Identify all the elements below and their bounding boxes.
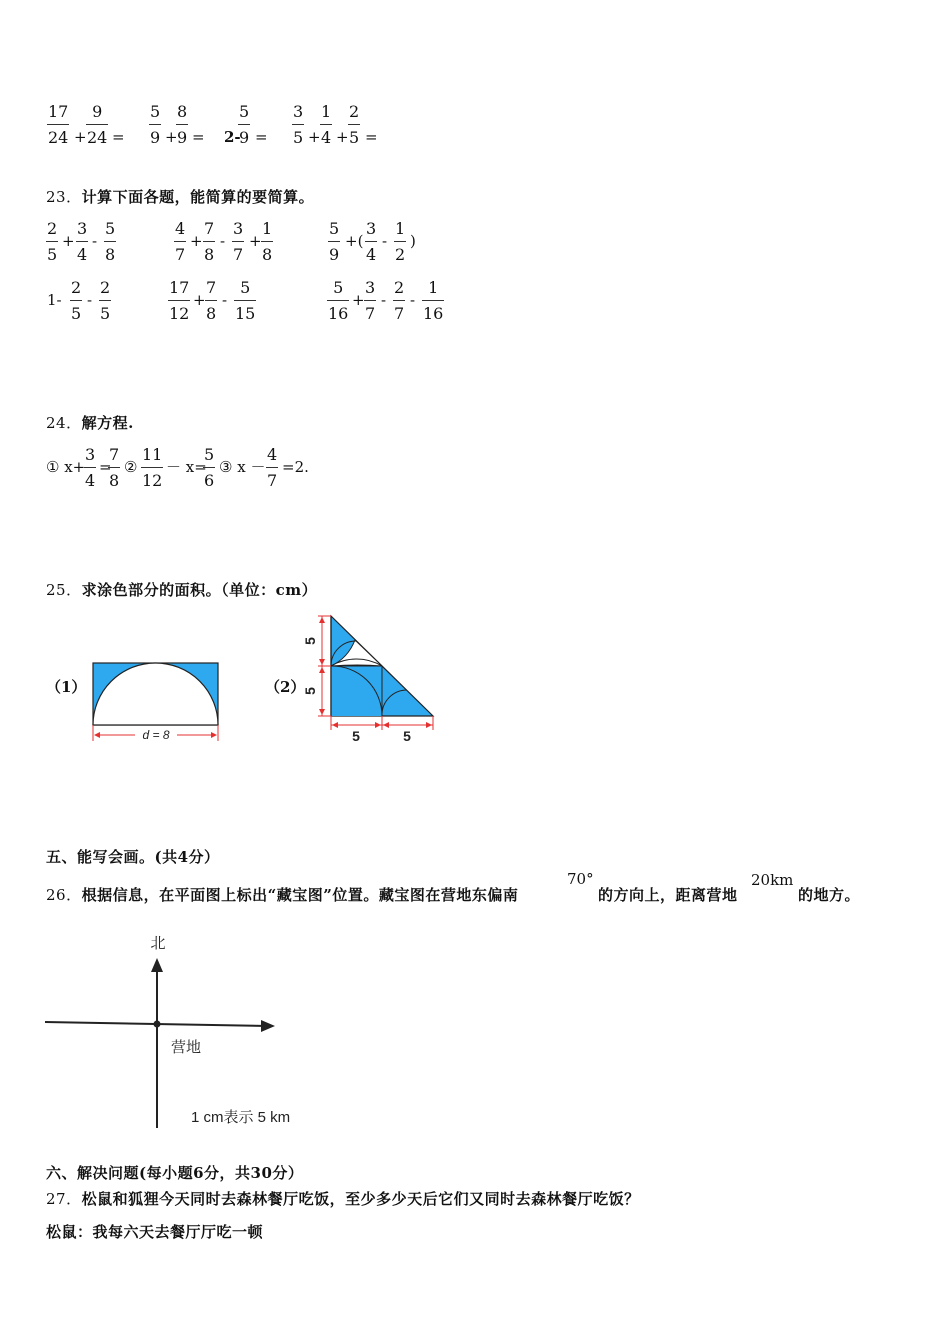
section-5-title: 五、能写会画。(共4分） [46, 848, 220, 866]
fraction: 9 24 [87, 102, 108, 147]
fraction: 5 9 [150, 102, 161, 147]
operator: + [308, 128, 321, 146]
fraction: 1 4 [321, 102, 332, 147]
compass-map [40, 928, 320, 1133]
fraction: 8 9 [177, 102, 188, 147]
equals: = [112, 128, 125, 146]
fig2-dim-bottom-right: 5 [403, 728, 411, 744]
angle-value: 70° [567, 870, 594, 888]
question-27-text: 27．松鼠和狐狸今天同时去森林餐厅吃饭，至少多少天后它们又同时去森林餐厅吃饭？ [46, 1190, 640, 1208]
north-label: 北 [150, 935, 166, 952]
scale-label: 1 cm表示 5 km [191, 1109, 291, 1126]
figure-2-label: （2） [265, 678, 306, 696]
question-23-heading: 23．计算下面各题，能简算的要简算。 [46, 188, 315, 206]
question-27-squirrel-line: 松鼠：我每六天去餐厅厅吃一顿 [46, 1223, 264, 1241]
fig2-dim-left-bottom: 5 [302, 687, 318, 695]
whole-number: 2- [224, 128, 241, 146]
figure-1-label: （1） [46, 678, 87, 696]
fraction: 2 5 [349, 102, 360, 147]
operator: + [74, 128, 87, 146]
question-24-heading: 24．解方程. [46, 414, 134, 432]
operator: + [336, 128, 349, 146]
equals: = [192, 128, 205, 146]
question-25-heading: 25．求涂色部分的面积。（单位：cm） [46, 581, 318, 599]
camp-label: 营地 [171, 1039, 202, 1056]
operator: + [165, 128, 178, 146]
fraction: 5 9 [239, 102, 250, 147]
section-6-title: 六、解决问题(每小题6分，共30分） [46, 1164, 304, 1182]
fig2-dim-left-top: 5 [302, 637, 318, 645]
question-26-text: 26．根据信息，在平面图上标出“藏宝图”位置。藏宝图在营地东偏南 [46, 886, 519, 904]
question-26-text-2: 的方向上，距离营地 [598, 886, 738, 904]
equals: = [255, 128, 268, 146]
figure-1-dimension: d = 8 [142, 728, 170, 742]
question-26-text-3: 的地方。 [798, 886, 861, 904]
distance-value: 20km [751, 871, 794, 889]
figure-1-semicircle-in-rectangle [85, 655, 230, 745]
equals: = [365, 128, 378, 146]
fraction: 3 5 [293, 102, 304, 147]
figure-2-triangle-with-arcs [300, 608, 445, 748]
fig2-dim-bottom-left: 5 [352, 728, 360, 744]
fraction: 17 24 [48, 102, 69, 147]
